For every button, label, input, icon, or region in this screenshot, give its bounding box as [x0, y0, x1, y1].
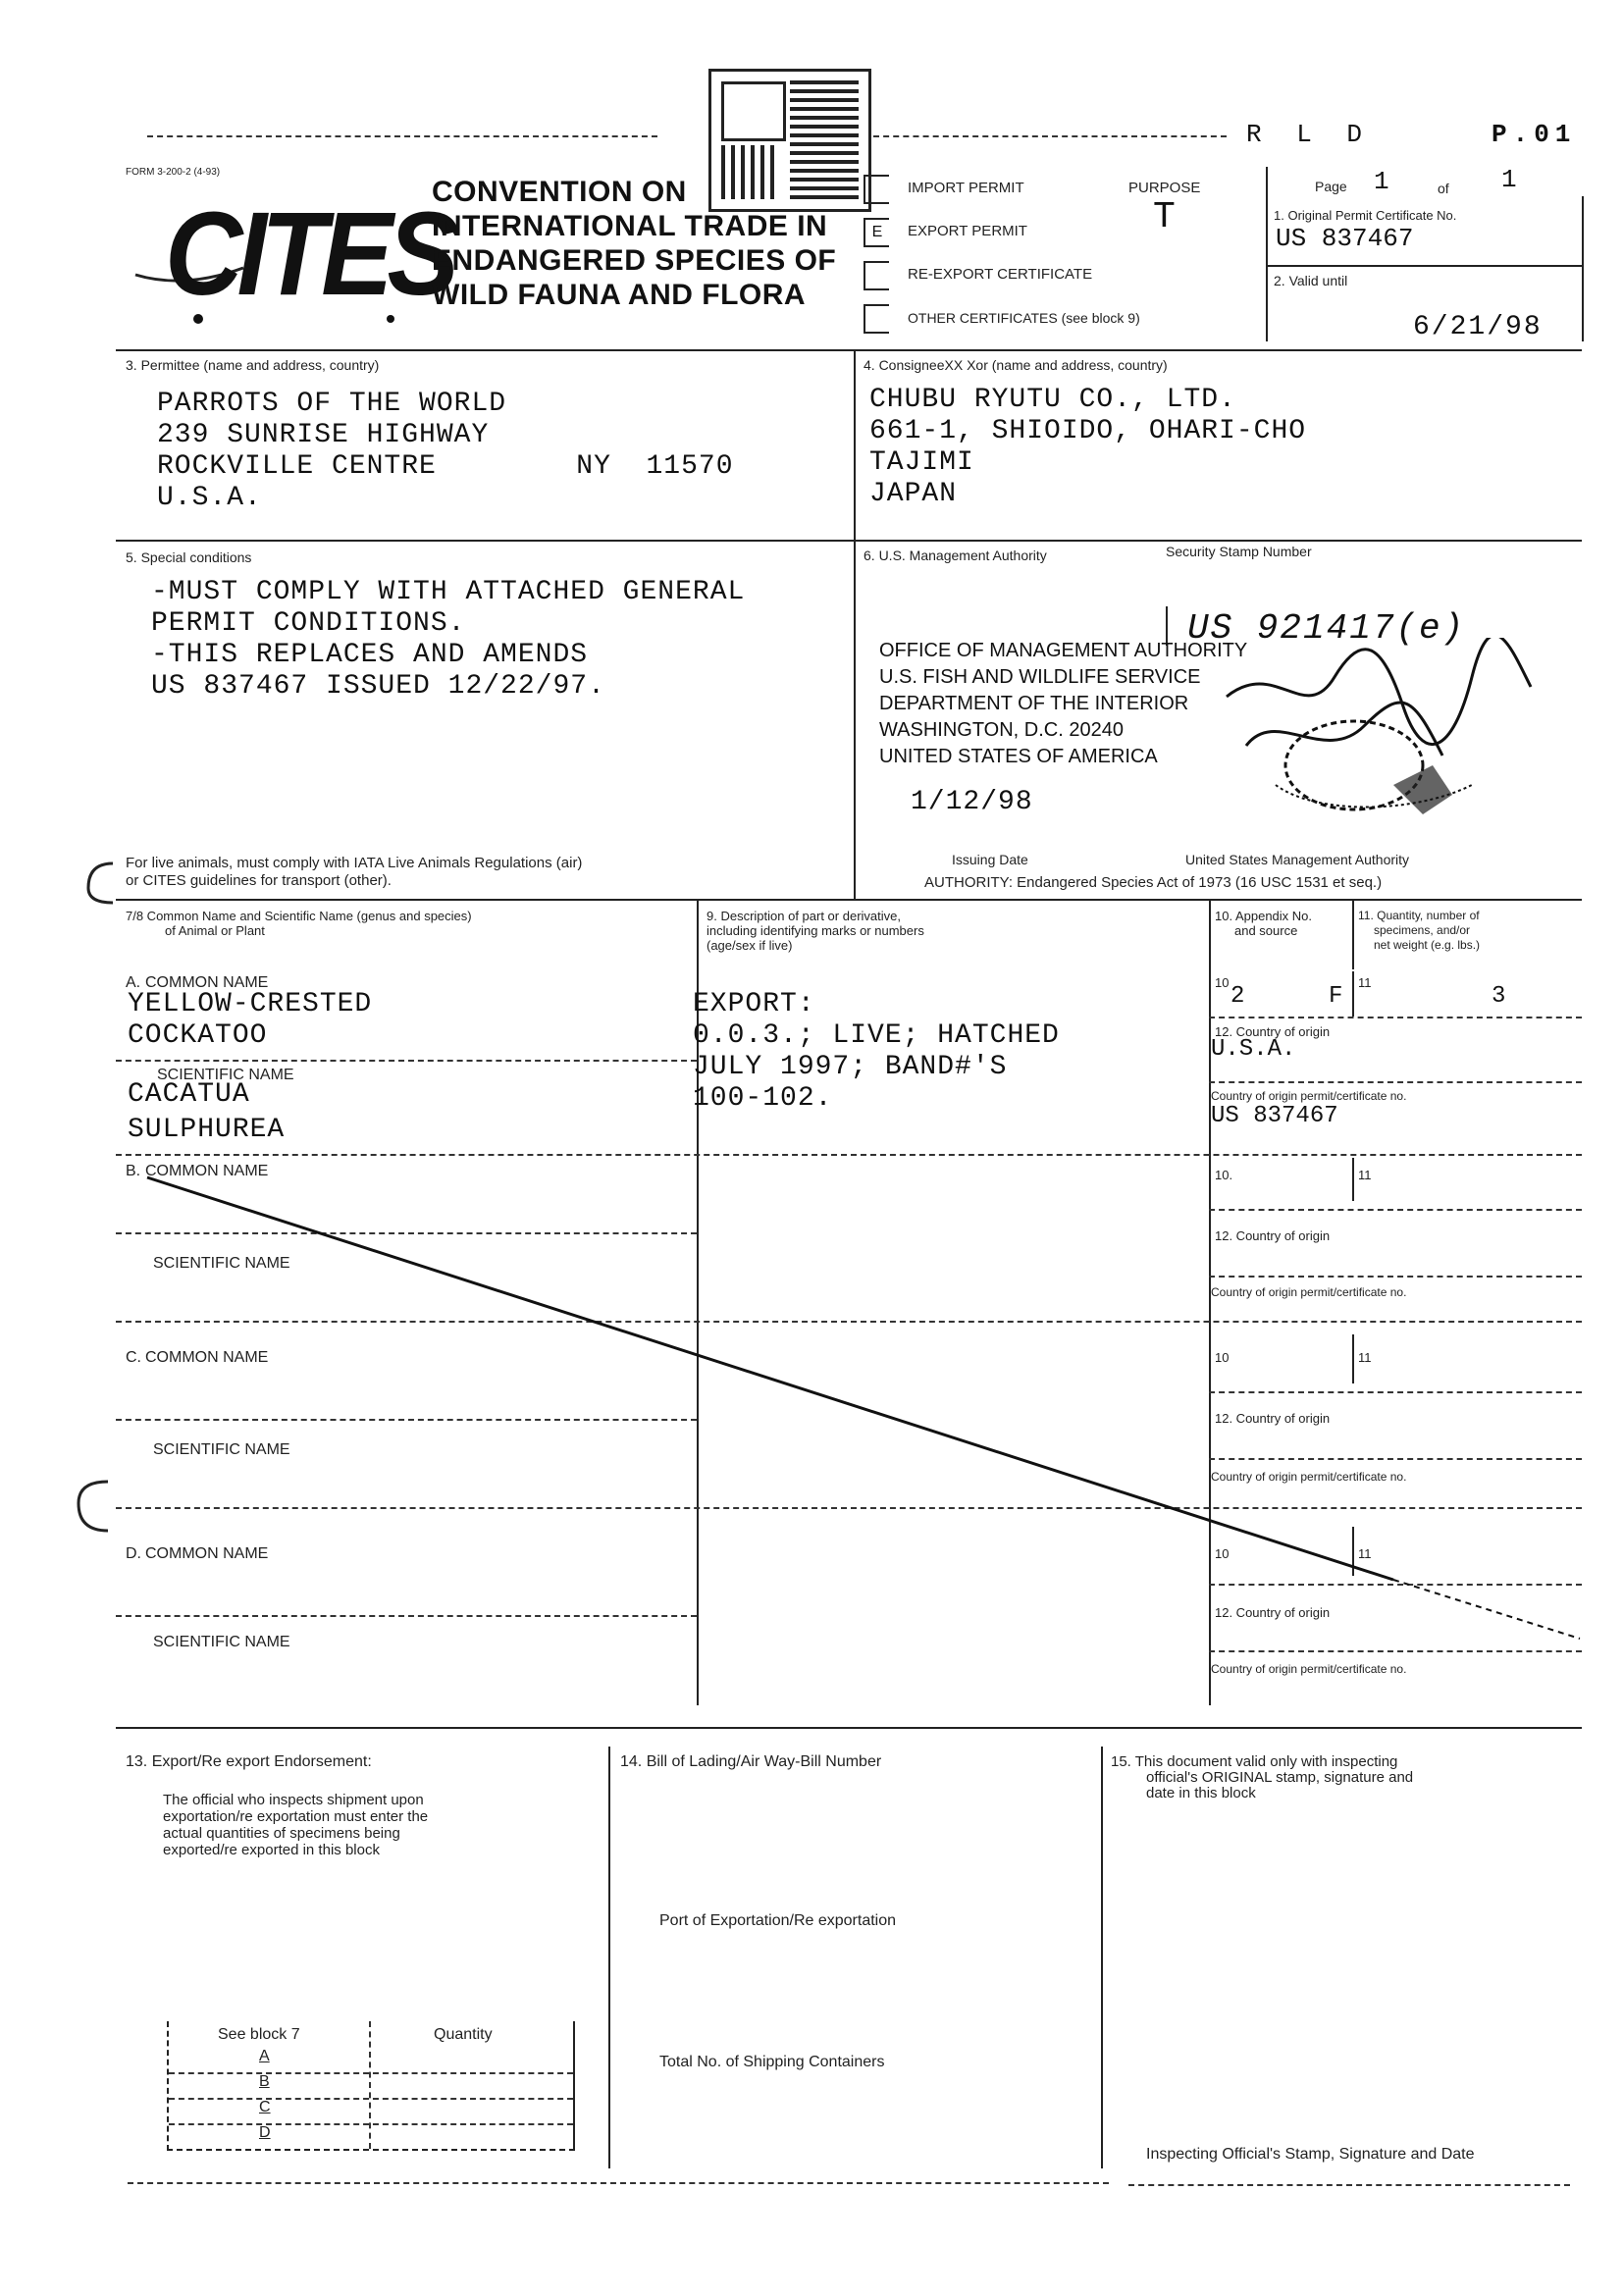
block13-text-4: exported/re exported in this block — [163, 1842, 380, 1858]
block15-divider — [1101, 1747, 1103, 2168]
row-a-common-name-1: YELLOW-CRESTED — [128, 989, 373, 1019]
special-condition-4: US 837467 ISSUED 12/22/97. — [151, 671, 605, 702]
row-a-block10-num: 10 — [1215, 975, 1230, 990]
title-line-1: CONVENTION ON — [432, 176, 687, 208]
block13-text-1: The official who inspects shipment upon — [163, 1792, 424, 1808]
row-a-block11-num: 11 — [1358, 975, 1372, 990]
col9-header-line-2: including identifying marks or numbers — [707, 923, 924, 938]
row-b-common-label: COMMON NAME — [145, 1163, 269, 1179]
row-a-description-1: EXPORT: — [693, 989, 815, 1019]
page-of-label: of — [1438, 181, 1449, 196]
permittee-line-4: U.S.A. — [157, 483, 262, 513]
other-certificates-label: OTHER CERTIFICATES (see block 9) — [908, 310, 1140, 326]
col78-header-line-2: of Animal or Plant — [165, 923, 265, 938]
valid-until-date: 6/21/98 — [1413, 312, 1543, 342]
iata-note-line-2: or CITES guidelines for transport (other). — [126, 872, 392, 889]
authority-line-1: OFFICE OF MANAGEMENT AUTHORITY — [879, 640, 1248, 661]
row-a-country-label: 12. Country of origin — [1215, 1024, 1331, 1039]
authority-signature-label: United States Management Authority — [1185, 852, 1410, 867]
endorsement-letter-b: B — [259, 2073, 270, 2090]
page-total: 1 — [1501, 165, 1517, 194]
special-condition-3: -THIS REPLACES AND AMENDS — [151, 640, 589, 670]
block13-label: 13. Export/Re export Endorsement: — [126, 1753, 372, 1770]
page-bottom-rule-right — [1128, 2184, 1570, 2186]
row-c-common-label: COMMON NAME — [145, 1349, 269, 1366]
authority-line-5: UNITED STATES OF AMERICA — [879, 746, 1158, 767]
row-a-source: F — [1329, 983, 1343, 1010]
special-condition-1: -MUST COMPLY WITH ATTACHED GENERAL — [151, 577, 746, 607]
consignee-line-1: CHUBU RYUTU CO., LTD. — [869, 385, 1236, 415]
endorsement-letter-c: C — [259, 2099, 271, 2115]
shipping-containers-label: Total No. of Shipping Containers — [659, 2054, 885, 2070]
purpose-label: PURPOSE — [1128, 180, 1201, 196]
row-b-block10-num: 10. — [1215, 1168, 1233, 1182]
row-d-common-label: COMMON NAME — [145, 1545, 269, 1562]
consignee-line-2: 661-1, SHIOIDO, OHARI-CHO — [869, 416, 1307, 446]
row-d-letter: D. — [126, 1545, 141, 1562]
row-a-sci-label: SCIENTIFIC NAME — [157, 1067, 294, 1083]
port-of-exportation-label: Port of Exportation/Re exportation — [659, 1912, 897, 1929]
issuing-date-label: Issuing Date — [952, 852, 1028, 867]
row-a-letter: A. — [126, 974, 141, 991]
row-a-country: U.S.A. — [1211, 1036, 1296, 1063]
row-d-block10-num: 10 — [1215, 1546, 1230, 1561]
row-c-permit-label: Country of origin permit/certificate no. — [1211, 1470, 1407, 1484]
block1-label: 1. Original Permit Certificate No. — [1274, 208, 1457, 223]
block13-text-2: exportation/re exportation must enter the — [163, 1808, 429, 1825]
row-d-permit-label: Country of origin permit/certificate no. — [1211, 1662, 1407, 1676]
quantity-header: Quantity — [434, 2026, 493, 2043]
block14-divider — [608, 1747, 610, 2168]
title-line-4: WILD FAUNA AND FLORA — [432, 279, 807, 311]
col11-header-line-3: net weight (e.g. lbs.) — [1374, 938, 1481, 952]
block14-label: 14. Bill of Lading/Air Way-Bill Number — [620, 1753, 882, 1770]
block15-text-2: official's ORIGINAL stamp, signature and — [1146, 1769, 1414, 1786]
row-b-country-label: 12. Country of origin — [1215, 1228, 1331, 1243]
row-a-quantity: 3 — [1492, 983, 1506, 1010]
authority-line-3: DEPARTMENT OF THE INTERIOR — [879, 693, 1189, 714]
row-a-permit: US 837467 — [1211, 1103, 1338, 1129]
row-d-block11-num: 11 — [1358, 1546, 1372, 1561]
reexport-certificate-label: RE-EXPORT CERTIFICATE — [908, 266, 1093, 283]
col10-header-line-2: and source — [1234, 923, 1298, 938]
row-c-country-label: 12. Country of origin — [1215, 1411, 1331, 1426]
endorsement-row-rule-2 — [169, 2098, 573, 2100]
authority-line-4: WASHINGTON, D.C. 20240 — [879, 719, 1124, 741]
page-bottom-rule — [128, 2182, 1109, 2184]
title-line-3: ENDANGERED SPECIES OF — [432, 244, 837, 277]
block6-label: 6. U.S. Management Authority — [864, 548, 1047, 563]
row-a-appendix: 2 — [1230, 983, 1245, 1010]
row-c-block11-num: 11 — [1358, 1350, 1372, 1365]
see-block-header: See block 7 — [218, 2026, 300, 2043]
row-a-common-label: COMMON NAME — [145, 974, 269, 991]
row-a-permit-label: Country of origin permit/certificate no. — [1211, 1089, 1407, 1103]
security-stamp-label: Security Stamp Number — [1166, 544, 1312, 559]
block13-text-3: actual quantities of specimens being — [163, 1825, 400, 1842]
row-d-sci-label: SCIENTIFIC NAME — [153, 1634, 290, 1650]
issue-date: 1/12/98 — [911, 787, 1033, 817]
row-b-permit-label: Country of origin permit/certificate no. — [1211, 1285, 1407, 1299]
endorsement-letter-a: A — [259, 2048, 270, 2064]
import-permit-label: IMPORT PERMIT — [908, 180, 1024, 196]
security-stamp-number: US 921417(e) — [1187, 608, 1466, 649]
row-c-block10-num: 10 — [1215, 1350, 1230, 1365]
consignee-line-4: JAPAN — [869, 479, 958, 509]
permittee-line-2: 239 SUNRISE HIGHWAY — [157, 420, 490, 450]
row-a-sci-name-1: CACATUA — [128, 1079, 250, 1110]
authority-act-note: AUTHORITY: Endangered Species Act of 1973 (16 USC 1531 et seq.) — [924, 874, 1383, 891]
fax-page-number: P.01 — [1492, 120, 1577, 149]
export-permit-checkbox[interactable]: E — [864, 218, 889, 247]
block4-label: 4. ConsigneeXX Xor (name and address, country) — [864, 357, 1168, 373]
block3-label: 3. Permittee (name and address, country) — [126, 357, 380, 373]
endorsement-table — [167, 2021, 575, 2151]
left-margin-marks — [69, 854, 118, 1540]
endorsement-row-rule-3 — [169, 2123, 573, 2125]
row-a-description-3: JULY 1997; BAND#'S — [693, 1052, 1008, 1082]
block2-label: 2. Valid until — [1274, 273, 1348, 288]
purpose-value: T — [1153, 196, 1176, 238]
endorsement-row-rule-1 — [169, 2072, 573, 2074]
permittee-line-3: ROCKVILLE CENTRE NY 11570 — [157, 451, 734, 482]
col11-header-line-2: specimens, and/or — [1374, 923, 1471, 937]
authority-line-2: U.S. FISH AND WILDLIFE SERVICE — [879, 666, 1201, 688]
cites-logo-text: CITES — [165, 186, 453, 321]
row-c-letter: C. — [126, 1349, 141, 1366]
row-c-sci-label: SCIENTIFIC NAME — [153, 1441, 290, 1458]
endorsement-letter-d: D — [259, 2124, 271, 2141]
form-number: FORM 3-200-2 (4-93) — [126, 167, 221, 178]
special-condition-2: PERMIT CONDITIONS. — [151, 608, 466, 639]
block15-text-1: 15. This document valid only with inspecting — [1111, 1753, 1398, 1770]
row-b-sci-label: SCIENTIFIC NAME — [153, 1255, 290, 1272]
row-d-country-label: 12. Country of origin — [1215, 1605, 1331, 1620]
row-a-description-2: 0.0.3.; LIVE; HATCHED — [693, 1020, 1060, 1051]
row-a-common-name-2: COCKATOO — [128, 1020, 268, 1051]
permittee-line-1: PARROTS OF THE WORLD — [157, 389, 507, 419]
fax-header-line: R L D — [1246, 120, 1373, 149]
endorsement-table-divider — [369, 2021, 371, 2149]
col78-header-line-1: 7/8 Common Name and Scientific Name (genus and species) — [126, 909, 472, 923]
bottom-section-top-rule — [116, 1727, 1582, 1729]
block15-instructions — [1111, 1754, 1413, 1801]
row-b-letter: B. — [126, 1163, 141, 1179]
col10-header-line-1: 10. Appendix No. — [1215, 909, 1313, 923]
page-label: Page — [1315, 179, 1347, 194]
row-b-block11-num: 11 — [1358, 1168, 1372, 1182]
consignee-line-3: TAJIMI — [869, 447, 974, 478]
title-line-2: INTERNATIONAL TRADE IN — [432, 210, 828, 242]
col9-header-line-3: (age/sex if live) — [707, 938, 793, 953]
original-permit-number: US 837467 — [1276, 224, 1414, 253]
iata-note-line-1: For live animals, must comply with IATA Live Animals Regulations (air) — [126, 855, 583, 871]
block15-text-3: date in this block — [1146, 1785, 1256, 1801]
col9-header-line-1: 9. Description of part or derivative, — [707, 909, 901, 923]
col11-header-line-1: 11. Quantity, number of — [1358, 909, 1480, 922]
row-a-description-4: 100-102. — [693, 1083, 833, 1114]
inspecting-official-stamp-label: Inspecting Official's Stamp, Signature and Date — [1146, 2146, 1475, 2163]
export-permit-label: EXPORT PERMIT — [908, 223, 1027, 239]
row-a-sci-name-2: SULPHUREA — [128, 1115, 286, 1145]
page-number: 1 — [1374, 167, 1389, 196]
block13-instructions — [163, 1792, 428, 1858]
block5-label: 5. Special conditions — [126, 549, 252, 565]
